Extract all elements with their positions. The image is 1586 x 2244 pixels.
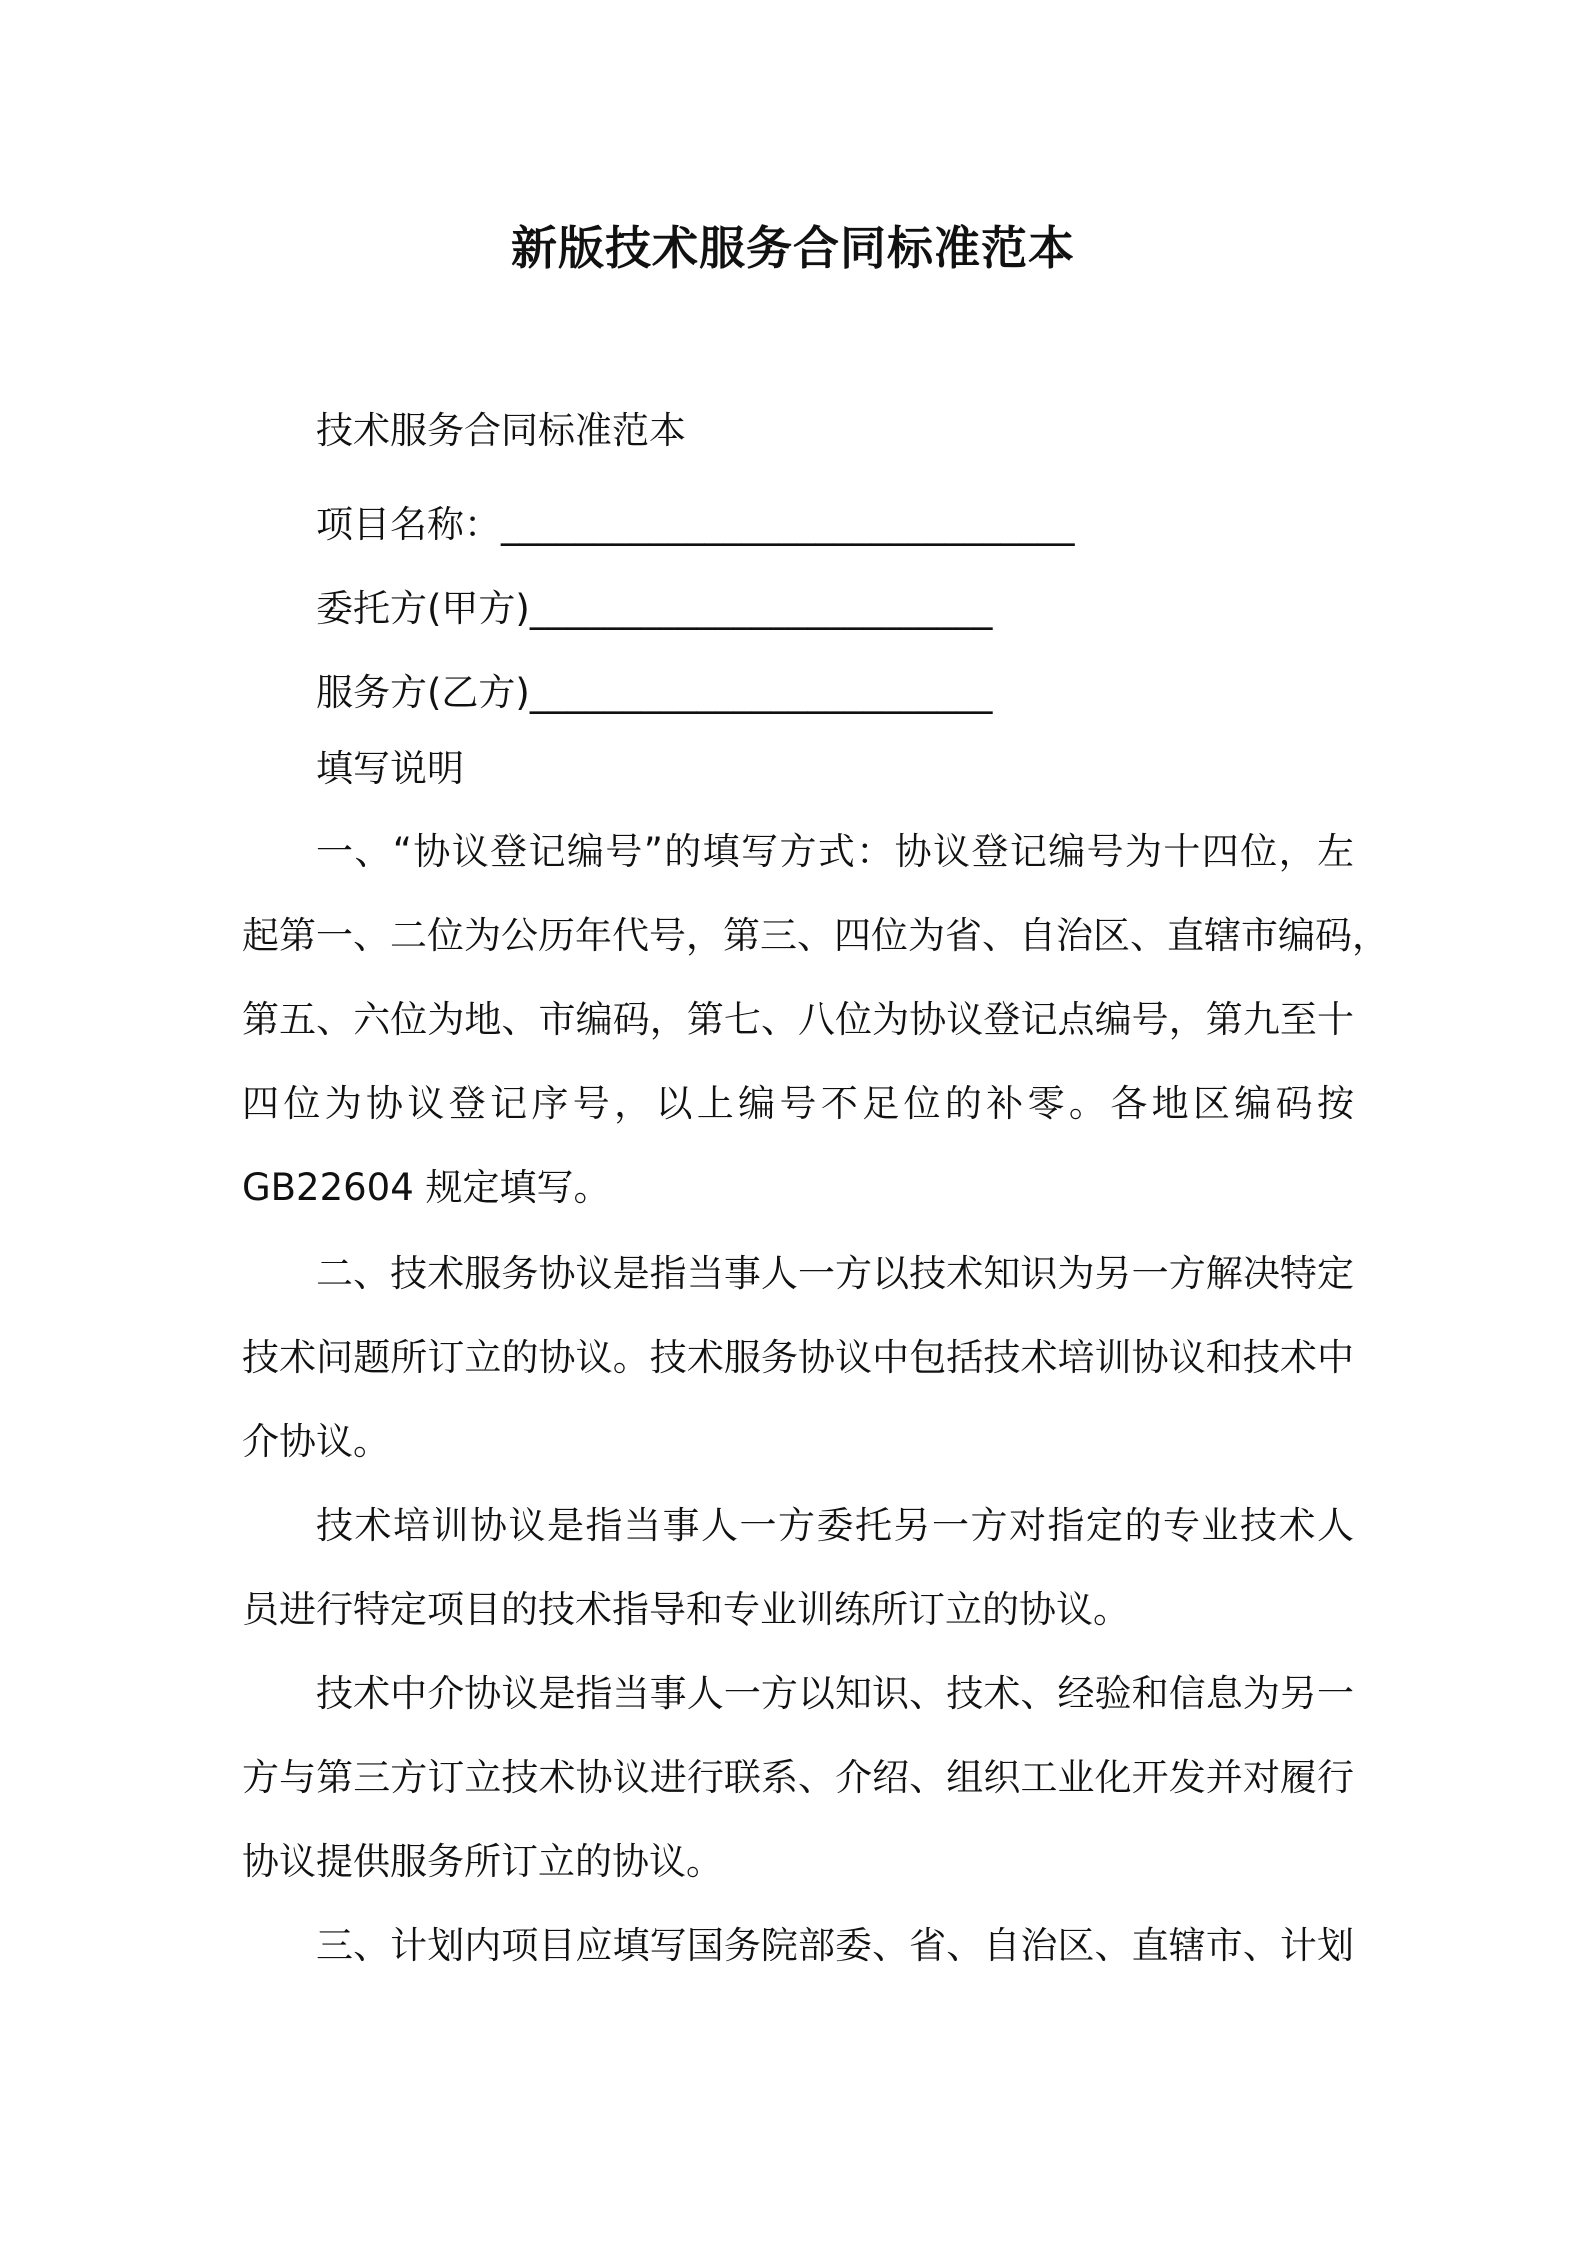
paragraph-training-agreement [242,1484,1354,1652]
paragraph-line: GB22604 规定填写。 [242,1166,611,1209]
paragraph-line: 第五、六位为地、市编码，第七、八位为协议登记点编号，第九至十 [242,998,1354,1041]
paragraph-line: 员进行特定项目的技术指导和专业训练所订立的协议。 [242,1588,1130,1631]
paragraph-intermediary-agreement [242,1652,1354,1904]
paragraph-line: 介协议。 [242,1420,390,1463]
document-title: 新版技术服务合同标准范本 [511,221,1075,275]
paragraph-line: 技术培训协议是指当事人一方委托另一方对指定的专业技术人 [316,1504,1354,1547]
paragraph-line: 二、技术服务协议是指当事人一方以技术知识为另一方解决特定 [316,1252,1354,1295]
paragraph-line: 协议提供服务所订立的协议。 [242,1840,723,1883]
paragraph-planned-projects [242,1904,1354,1988]
project-name-field: 项目名称：_______________________________ [316,503,1075,546]
paragraph-line: 技术中介协议是指当事人一方以知识、技术、经验和信息为另一 [316,1672,1354,1715]
paragraph-service-agreement [242,1232,1354,1484]
document-subtitle: 技术服务合同标准范本 [316,409,686,452]
provider-field: 服务方(乙方)_________________________ [316,671,993,714]
paragraph-line: 起第一、二位为公历年代号，第三、四位为省、自治区、直辖市编码， [242,914,1389,957]
client-field: 委托方(甲方)_________________________ [316,587,993,630]
paragraph-line: 方与第三方订立技术协议进行联系、介绍、组织工业化开发并对履行 [242,1756,1354,1799]
paragraph-line: 一、“协议登记编号”的填写方式：协议登记编号为十四位，左 [316,830,1354,873]
paragraph-registration-number [242,810,1389,1230]
paragraph-line: 四位为协议登记序号，以上编号不足位的补零。各地区编码按 [242,1082,1354,1125]
instructions-heading: 填写说明 [316,747,464,790]
paragraph-line: 三、计划内项目应填写国务院部委、省、自治区、直辖市、计划 [316,1924,1354,1967]
paragraph-line: 技术问题所订立的协议。技术服务协议中包括技术培训协议和技术中 [242,1336,1354,1379]
